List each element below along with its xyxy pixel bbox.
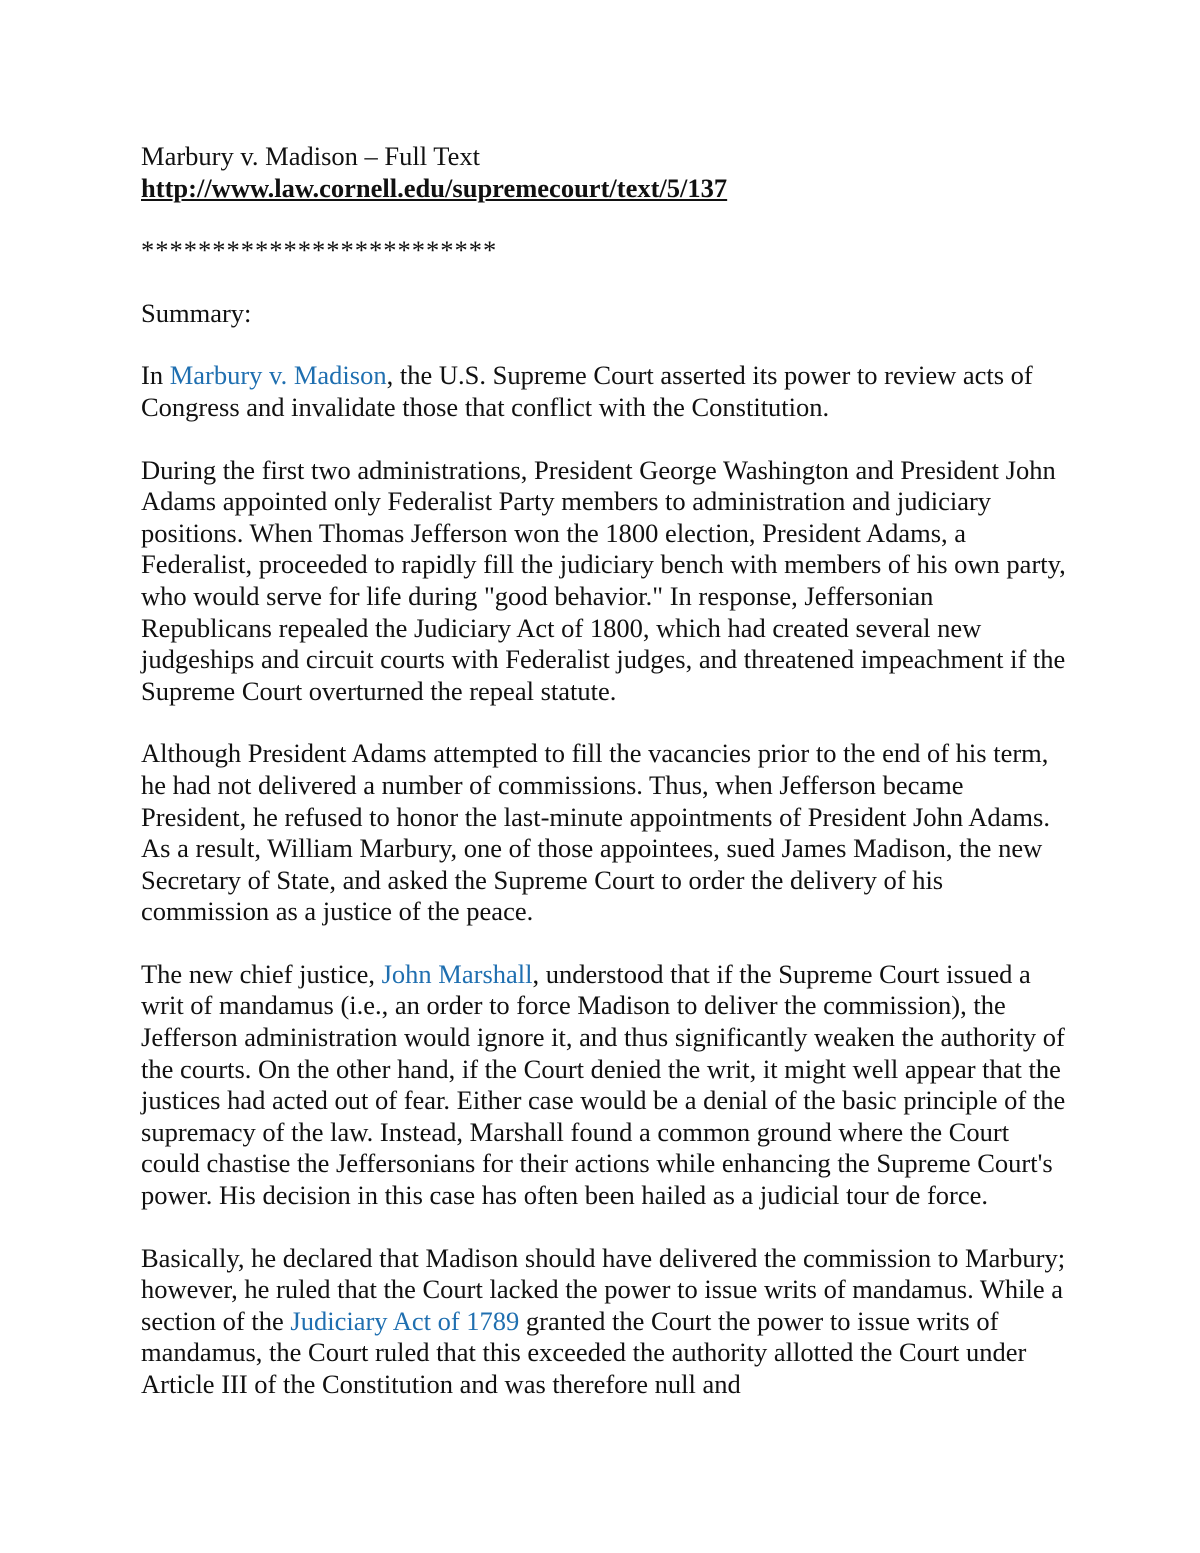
paragraph-ruling xyxy=(141,1243,1071,1401)
paragraph-marshall-text-start: The new chief justice, xyxy=(141,958,382,989)
source-url-link[interactable]: http://www.law.cornell.edu/supremecourt/text/5/137 xyxy=(141,172,728,203)
paragraph-background: During the first two administrations, President George Washington and President John Adams appointed only Federalist Party members to administration and judiciary positions. When Thomas Jefferson won the 1800 election, President Adams, a Federalist, proceeded to rapidly fill the judiciary bench with members of his own party, who would serve for life during "good behavior." In response, Jeffersonian Republicans repealed the Judiciary Act of 1800, which had created several new judgeships and circuit courts with Federalist judges, and threatened impeachment if the Supreme Court overturned the repeal statute. xyxy=(141,454,1066,706)
judiciary-act-1789-link[interactable]: Judiciary Act of 1789 xyxy=(290,1305,520,1336)
paragraph-intro xyxy=(141,360,1071,423)
paragraph-intro-text-end: , the U.S. Supreme Court asserted its power to review acts of Congress and invalidate those that conflict with the Constitution. xyxy=(141,360,1033,422)
summary-heading: Summary: xyxy=(141,297,252,328)
document-body xyxy=(141,141,1071,1401)
john-marshall-link[interactable]: John Marshall xyxy=(381,958,533,989)
marbury-v-madison-link[interactable]: Marbury v. Madison xyxy=(169,360,387,391)
paragraph-ruling-text-end: granted the Court the power to issue writs of mandamus, the Court ruled that this exceeded the authority allotted the Court under Article III of the Constitution and was therefore null and xyxy=(141,1305,1027,1399)
asterisk-divider: ************************* xyxy=(141,235,498,266)
paragraph-intro-text-start: In xyxy=(141,360,170,391)
paragraph-ruling-text-start: Basically, he declared that Madison should have delivered the commission to Marbury; however, he ruled that the Court lacked the power to issue writs of mandamus. While a section of the xyxy=(141,1242,1066,1336)
paragraph-marshall-text-end: , understood that if the Supreme Court issued a writ of mandamus (i.e., an order to force Madison to deliver the commission), the Jefferson administration would ignore it, and thus significantly weaken the authority of the courts. On the other hand, if the Court denied the writ, it might well appear that the justices had acted out of fear. Either case would be a denial of the basic principle of the supremacy of the law. Instead, Marshall found a common ground where the Court could chastise the Jeffersonians for their actions while enhancing the Supreme Court's power. His decision in this case has often been hailed as a judicial tour de force. xyxy=(141,958,1066,1211)
paragraph-commissions: Although President Adams attempted to fill the vacancies prior to the end of his term, he had not delivered a number of commissions. Thus, when Jefferson became President, he refused to honor the last-minute appointments of President John Adams. As a result, William Marbury, one of those appointees, sued James Madison, the new Secretary of State, and asked the Supreme Court to order the delivery of his commission as a justice of the peace. xyxy=(141,738,1050,927)
paragraph-marshall xyxy=(141,959,1071,1212)
document-title: Marbury v. Madison – Full Text xyxy=(141,141,480,171)
